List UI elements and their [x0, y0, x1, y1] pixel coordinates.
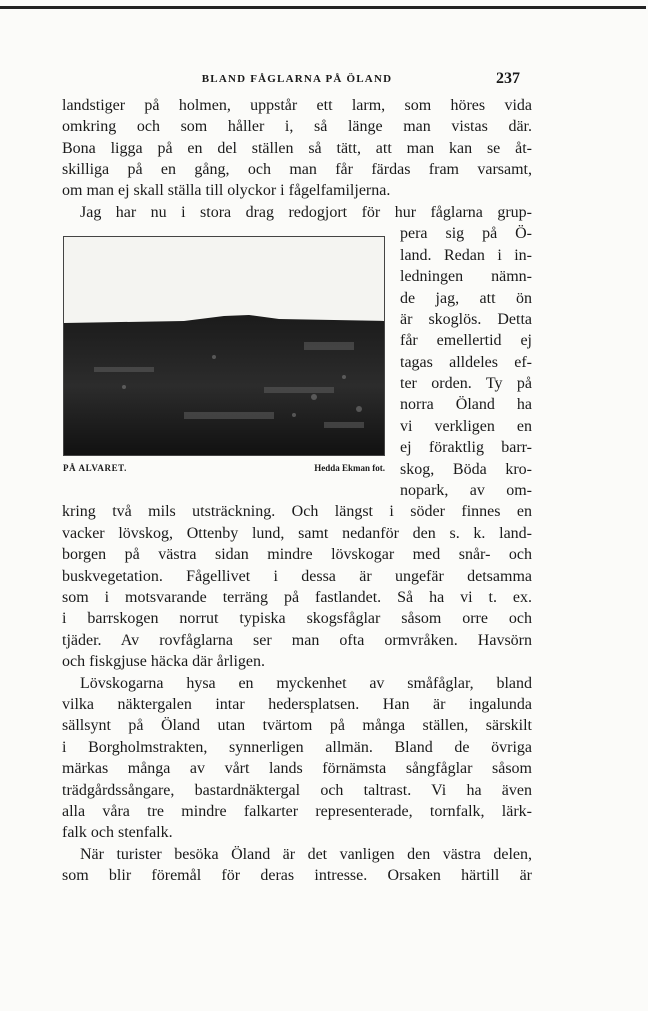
text-line: ej föraktlig barr- [400, 439, 532, 456]
text-line: märkas många av vårt lands förnämsta sångfåglar såsom [62, 760, 532, 777]
text-line: tagas alldeles ef- [400, 354, 532, 371]
text-line: kring två mils utsträckning. Och längst i söder finnes en [62, 503, 532, 520]
page-number: 237 [496, 70, 520, 87]
text-line: land. Redan i in- [400, 247, 532, 264]
photograph-alvaret [63, 236, 385, 456]
text-line: vilka näktergalen intar hedersplatsen. Han är ingalunda [62, 696, 532, 713]
text-line: falk och stenfalk. [62, 824, 173, 841]
text-line: omkring och som håller i, så länge man vistas där. [62, 118, 532, 135]
text-line: vi verkligen en [400, 418, 532, 435]
text-line: är skoglös. Detta [400, 311, 532, 328]
text-line: och fiskgjuse häcka där årligen. [62, 653, 266, 670]
text-line: tjäder. Av rovfåglarna ser man ofta ormvråken. Havsörn [62, 632, 532, 649]
text-line: alla våra tre mindre falkarter representerade, tornfalk, lärk- [62, 803, 532, 820]
text-line: Bona ligga på en del ställen så tätt, att man kan se åt- [62, 140, 532, 157]
text-line: sällsynt på Öland utan tvärtom på många ställen, särskilt [62, 717, 532, 734]
text-line: pera sig på Ö- [400, 225, 532, 242]
text-line: När turister besöka Öland är det vanligen den västra delen, [80, 846, 532, 863]
text-line: skog, Böda kro- [400, 461, 532, 478]
text-line: vacker lövskog, Ottenby lund, samt nedanför den s. k. land- [62, 525, 532, 542]
text-line: buskvegetation. Fågellivet i dessa är ungefär detsamma [62, 568, 532, 585]
text-line: skilliga på en gång, och man får färdas fram varsamt, [62, 161, 532, 178]
photo-credit: Hedda Ekman fot. [314, 463, 385, 473]
top-rule [0, 6, 646, 9]
text-line: ter orden. Ty på [400, 375, 532, 392]
landscape-image [64, 237, 385, 456]
text-line: i barrskogen norrut typiska skogsfåglar såsom orre och [62, 610, 532, 627]
text-line: nopark, av om- [400, 482, 532, 499]
running-title: BLAND FÅGLARNA PÅ ÖLAND [201, 73, 393, 85]
figure-caption: PÅ ALVARET. [63, 463, 127, 473]
text-line: Jag har nu i stora drag redogjort för hur fåglarna grup- [80, 204, 532, 221]
text-line: ledningen nämn- [400, 268, 532, 285]
text-line: trädgårdssångare, bastardnäktergal och taltrast. Vi ha även [62, 782, 532, 799]
text-line: Lövskogarna hysa en myckenhet av småfåglar, bland [80, 675, 532, 692]
text-line: de jag, att ön [400, 290, 532, 307]
text-line: landstiger på holmen, uppstår ett larm, som höres vida [62, 97, 532, 114]
text-line: norra Öland ha [400, 396, 532, 413]
text-line: borgen på västra sidan mindre lövskogar med snår- och [62, 546, 532, 563]
text-line: som blir föremål för deras intresse. Orsaken härtill är [62, 867, 532, 884]
text-line: om man ej skall ställa till olyckor i fågelfamiljerna. [62, 182, 391, 199]
text-line: som i motsvarande terräng på fastlandet. Så ha vi t. ex. [62, 589, 532, 606]
text-line: får emellertid ej [400, 332, 532, 349]
text-line: i Borgholmstrakten, synnerligen allmän. Bland de övriga [62, 739, 532, 756]
